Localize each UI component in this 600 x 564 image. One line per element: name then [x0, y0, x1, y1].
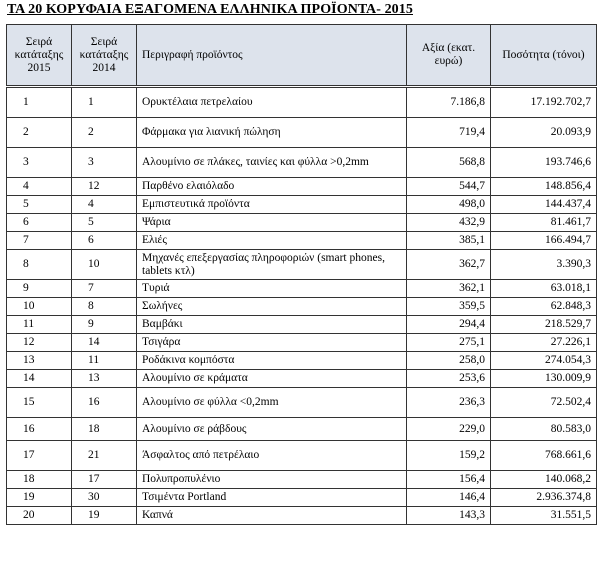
description-cell: Μηχανές επεξεργασίας πληροφοριών (smart phones, tablets κτλ) [137, 250, 407, 280]
page-title: ΤΑ 20 ΚΟΡΥΦΑΙΑ ΕΞΑΓΟΜΕΝΑ ΕΛΛΗΝΙΚΑ ΠΡΟΪΟΝΤΑ- 2015 [7, 2, 413, 17]
rank-2014-cell: 11 [72, 352, 137, 370]
description-cell: Τυριά [137, 280, 407, 298]
header-rank-2014: Σειρά κατάταξης 2014 [72, 25, 137, 87]
table-row [7, 418, 597, 441]
quantity-cell: 62.848,3 [491, 298, 597, 316]
rank-2015-cell: 3 [7, 148, 72, 178]
description-cell: Άσφαλτος από πετρέλαιο [137, 441, 407, 471]
value-cell: 544,7 [407, 178, 491, 196]
description-cell: Ορυκτέλαια πετρελαίου [137, 87, 407, 118]
quantity-cell: 148.856,4 [491, 178, 597, 196]
value-cell: 156,4 [407, 471, 491, 489]
rank-2014-cell: 8 [72, 298, 137, 316]
value-cell: 258,0 [407, 352, 491, 370]
value-cell: 159,2 [407, 441, 491, 471]
table-row [7, 196, 597, 214]
quantity-cell: 72.502,4 [491, 388, 597, 418]
quantity-cell: 193.746,6 [491, 148, 597, 178]
description-cell: Ροδάκινα κομπόστα [137, 352, 407, 370]
value-cell: 294,4 [407, 316, 491, 334]
rank-2015-cell: 19 [7, 489, 72, 507]
rank-2014-cell: 4 [72, 196, 137, 214]
rank-2014-cell: 10 [72, 250, 137, 280]
value-cell: 432,9 [407, 214, 491, 232]
table-row [7, 280, 597, 298]
quantity-cell: 144.437,4 [491, 196, 597, 214]
header-value: Αξία (εκατ. ευρώ) [407, 25, 491, 87]
value-cell: 568,8 [407, 148, 491, 178]
rank-2014-cell: 19 [72, 507, 137, 525]
table-row [7, 334, 597, 352]
rank-2014-cell: 21 [72, 441, 137, 471]
rank-2015-cell: 20 [7, 507, 72, 525]
table-row [7, 118, 597, 148]
table-row [7, 298, 597, 316]
quantity-cell: 80.583,0 [491, 418, 597, 441]
description-cell: Εμπιστευτικά προϊόντα [137, 196, 407, 214]
quantity-cell: 3.390,3 [491, 250, 597, 280]
rank-2015-cell: 12 [7, 334, 72, 352]
table-row [7, 148, 597, 178]
quantity-cell: 166.494,7 [491, 232, 597, 250]
rank-2014-cell: 12 [72, 178, 137, 196]
quantity-cell: 31.551,5 [491, 507, 597, 525]
rank-2014-cell: 3 [72, 148, 137, 178]
rank-2015-cell: 8 [7, 250, 72, 280]
quantity-cell: 130.009,9 [491, 370, 597, 388]
table-row [7, 232, 597, 250]
rank-2015-cell: 16 [7, 418, 72, 441]
rank-2015-cell: 14 [7, 370, 72, 388]
table-row [7, 250, 597, 280]
rank-2015-cell: 18 [7, 471, 72, 489]
description-cell: Ψάρια [137, 214, 407, 232]
table-row [7, 441, 597, 471]
header-rank-2015: Σειρά κατάταξης 2015 [7, 25, 72, 87]
value-cell: 253,6 [407, 370, 491, 388]
rank-2015-cell: 17 [7, 441, 72, 471]
header-quantity: Ποσότητα (τόνοι) [491, 25, 597, 87]
quantity-cell: 81.461,7 [491, 214, 597, 232]
quantity-cell: 17.192.702,7 [491, 87, 597, 118]
description-cell: Τσιγάρα [137, 334, 407, 352]
description-cell: Πολυπροπυλένιο [137, 471, 407, 489]
description-cell: Αλουμίνιο σε πλάκες, ταινίες και φύλλα >0,2mm [137, 148, 407, 178]
value-cell: 385,1 [407, 232, 491, 250]
quantity-cell: 63.018,1 [491, 280, 597, 298]
value-cell: 146,4 [407, 489, 491, 507]
value-cell: 7.186,8 [407, 87, 491, 118]
value-cell: 143,3 [407, 507, 491, 525]
description-cell: Αλουμίνιο σε ράβδους [137, 418, 407, 441]
description-cell: Καπνά [137, 507, 407, 525]
rank-2014-cell: 16 [72, 388, 137, 418]
rank-2014-cell: 9 [72, 316, 137, 334]
table-row [7, 352, 597, 370]
quantity-cell: 27.226,1 [491, 334, 597, 352]
table-row [7, 388, 597, 418]
rank-2015-cell: 13 [7, 352, 72, 370]
table-row [7, 214, 597, 232]
rank-2014-cell: 18 [72, 418, 137, 441]
rank-2014-cell: 13 [72, 370, 137, 388]
description-cell: Σωλήνες [137, 298, 407, 316]
rank-2014-cell: 5 [72, 214, 137, 232]
quantity-cell: 140.068,2 [491, 471, 597, 489]
rank-2014-cell: 2 [72, 118, 137, 148]
rank-2015-cell: 2 [7, 118, 72, 148]
description-cell: Βαμβάκι [137, 316, 407, 334]
rank-2015-cell: 7 [7, 232, 72, 250]
table-header-row [7, 25, 597, 87]
rank-2015-cell: 10 [7, 298, 72, 316]
value-cell: 236,3 [407, 388, 491, 418]
rank-2015-cell: 11 [7, 316, 72, 334]
rank-2014-cell: 6 [72, 232, 137, 250]
description-cell: Ελιές [137, 232, 407, 250]
table-row [7, 316, 597, 334]
rank-2015-cell: 1 [7, 87, 72, 118]
description-cell: Τσιμέντα Portland [137, 489, 407, 507]
rank-2014-cell: 14 [72, 334, 137, 352]
value-cell: 362,1 [407, 280, 491, 298]
description-cell: Παρθένο ελαιόλαδο [137, 178, 407, 196]
quantity-cell: 218.529,7 [491, 316, 597, 334]
value-cell: 362,7 [407, 250, 491, 280]
rank-2015-cell: 6 [7, 214, 72, 232]
value-cell: 498,0 [407, 196, 491, 214]
value-cell: 719,4 [407, 118, 491, 148]
table-row [7, 489, 597, 507]
quantity-cell: 2.936.374,8 [491, 489, 597, 507]
table-row [7, 471, 597, 489]
rank-2015-cell: 5 [7, 196, 72, 214]
table-row [7, 507, 597, 525]
description-cell: Αλουμίνιο σε κράματα [137, 370, 407, 388]
description-cell: Φάρμακα για λιανική πώληση [137, 118, 407, 148]
rank-2015-cell: 15 [7, 388, 72, 418]
table-row [7, 370, 597, 388]
rank-2015-cell: 4 [7, 178, 72, 196]
rank-2014-cell: 17 [72, 471, 137, 489]
rank-2014-cell: 1 [72, 87, 137, 118]
quantity-cell: 274.054,3 [491, 352, 597, 370]
value-cell: 229,0 [407, 418, 491, 441]
quantity-cell: 20.093,9 [491, 118, 597, 148]
header-description: Περιγραφή προϊόντος [137, 25, 407, 87]
rank-2015-cell: 9 [7, 280, 72, 298]
value-cell: 359,5 [407, 298, 491, 316]
table-row [7, 87, 597, 118]
table-row [7, 178, 597, 196]
quantity-cell: 768.661,6 [491, 441, 597, 471]
rank-2014-cell: 30 [72, 489, 137, 507]
value-cell: 275,1 [407, 334, 491, 352]
rank-2014-cell: 7 [72, 280, 137, 298]
exports-table [6, 24, 597, 525]
description-cell: Αλουμίνιο σε φύλλα <0,2mm [137, 388, 407, 418]
